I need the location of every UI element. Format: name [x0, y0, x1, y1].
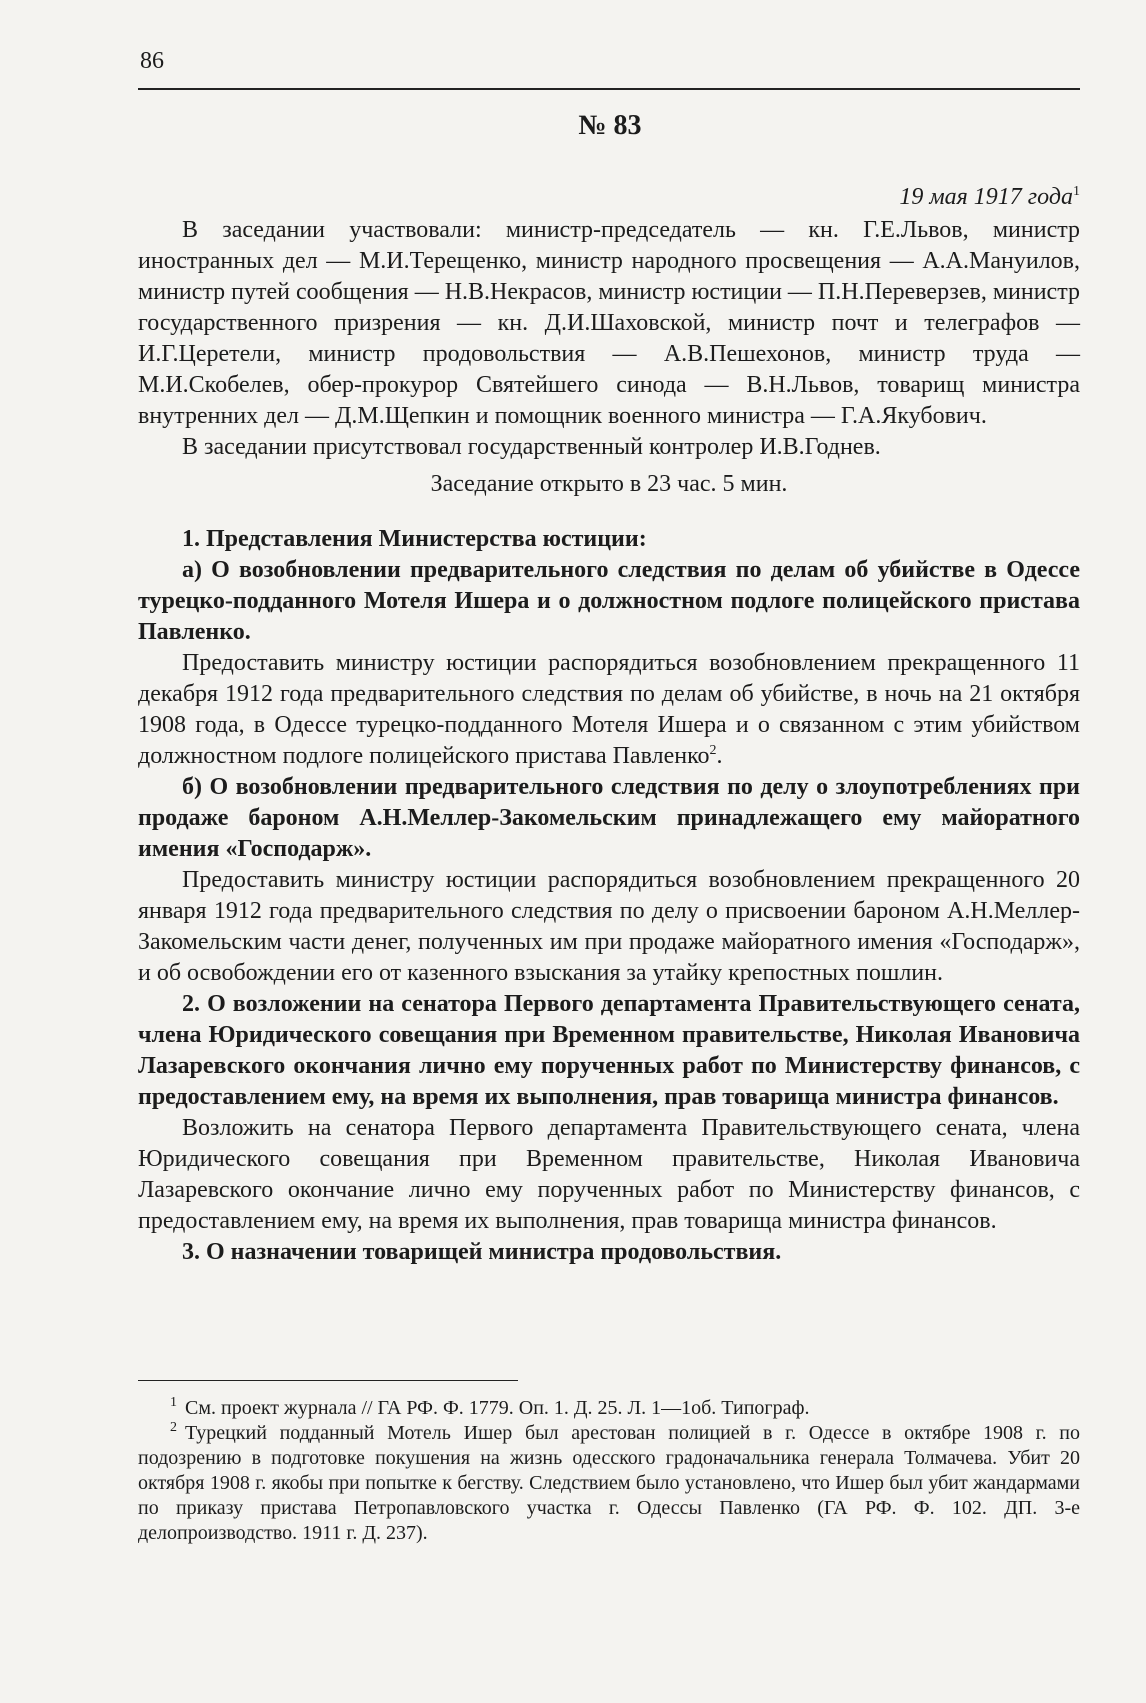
session-opened: Заседание открыто в 23 час. 5 мин.: [430, 471, 788, 497]
footnotes: [138, 1396, 1080, 1546]
footnote-rule: [138, 1380, 518, 1381]
footnote-2: [138, 1421, 1080, 1546]
attendance-paragraph: В заседании присутствовал государственный контролер И.В.Годнев.: [182, 434, 881, 460]
footnote-text: Турецкий подданный Мотель Ишер был арестован полицией в г. Одессе в октябре 1908 г. по подозрению в подготовке покушения на жизнь одесского градоначальника генерала Толмачева. Убит 20 октября 1908 г. якобы при попытке к бегству. Следствием было установлено, что Ишер был убит жандармами по приказу пристава Петропавловского участка г. Одессы Павленко (ГА РФ. Ф. 102. ДП. 3-е делопроизводство. 1911 г. Д. 237).: [138, 1422, 1080, 1544]
section-2-heading: 2. О возложении на сенатора Первого департамента Правительствующего сената, члена Юридического совещания при Временном правительстве, Николая Ивановича Лазаревского окончания лично ему порученных работ по Министерству финансов, с предоставлением ему, на время их выполнения, прав товарища министра финансов.: [138, 991, 1080, 1110]
item-a-text: Предоставить министру юстиции распорядиться возобновлением прекращенного 11 декабря 1912 года предварительного следствия по делам об убийстве, в ночь на 21 октября 1908 года, в Одессе турецко-подданного Мотеля Ишера и о связанном с этим убийством должностном подлоге полицейского пристава Павленко: [138, 650, 1080, 769]
footnote-ref-1: 1: [1073, 184, 1080, 199]
footnote-text: См. проект журнала // ГА РФ. Ф. 1779. Оп. 1. Д. 25. Л. 1—1об. Типограф.: [185, 1397, 810, 1419]
item-b-resolution: Предоставить министру юстиции распорядиться возобновлением прекращенного 20 января 1912 года предварительного следствия по делу о присвоении бароном А.Н.Меллер-Закомельским части денег, полученных им при продаже майоратного имения «Господарж», и об освобождении его от казенного взыскания за утайку крепостных пошлин.: [138, 867, 1080, 986]
footnote-ref-2: 2: [709, 743, 717, 758]
section-3-heading: 3. О назначении товарищей министра продовольствия.: [182, 1239, 782, 1265]
date-text: 19 мая 1917 года: [899, 184, 1073, 210]
item-a-period: .: [716, 743, 723, 769]
section-2-resolution: Возложить на сенатора Первого департамента Правительствующего сената, члена Юридического совещания при Временном правительстве, Николая Ивановича Лазаревского окончание лично ему порученных работ по Министерству финансов, с предоставлением ему, на время их выполнения, прав товарища министра финансов.: [138, 1115, 1080, 1234]
document-number: № 83: [578, 110, 642, 141]
header-rule: [138, 88, 1080, 90]
section-1-heading: 1. Представления Министерства юстиции:: [182, 526, 647, 552]
footnote-mark: 1: [170, 1395, 177, 1411]
item-a-heading: а) О возобновлении предварительного следствия по делам об убийстве в Одессе турецко-подданного Мотеля Ишера и о должностном подлоге полицейского пристава Павленко.: [138, 557, 1080, 645]
footnote-mark: 2: [170, 1420, 177, 1436]
document-date: [138, 182, 1080, 213]
page-number: 86: [140, 48, 164, 74]
item-b-heading: б) О возобновлении предварительного следствия по делу о злоупотреблениях при продаже бароном А.Н.Меллер-Закомельским принадлежащего ему майоратного имения «Господарж».: [138, 774, 1080, 862]
footnote-1: [138, 1396, 1080, 1421]
document-body: [138, 182, 1080, 1268]
item-a-resolution: [138, 648, 1080, 772]
participants-paragraph: В заседании участвовали: министр-председатель — кн. Г.Е.Львов, министр иностранных дел — М.И.Терещенко, министр народного просвещения — А.А.Мануилов, министр путей сообщения — Н.В.Некрасов, министр юстиции — П.Н.Переверзев, министр государственного призрения — кн. Д.И.Шаховской, министр почт и телеграфов — И.Г.Церетели, министр продовольствия — А.В.Пешехонов, министр труда — М.И.Скобелев, обер-прокурор Святейшего синода — В.Н.Львов, товарищ министра внутренних дел — Д.М.Щепкин и помощник военного министра — Г.А.Якубович.: [138, 217, 1080, 429]
